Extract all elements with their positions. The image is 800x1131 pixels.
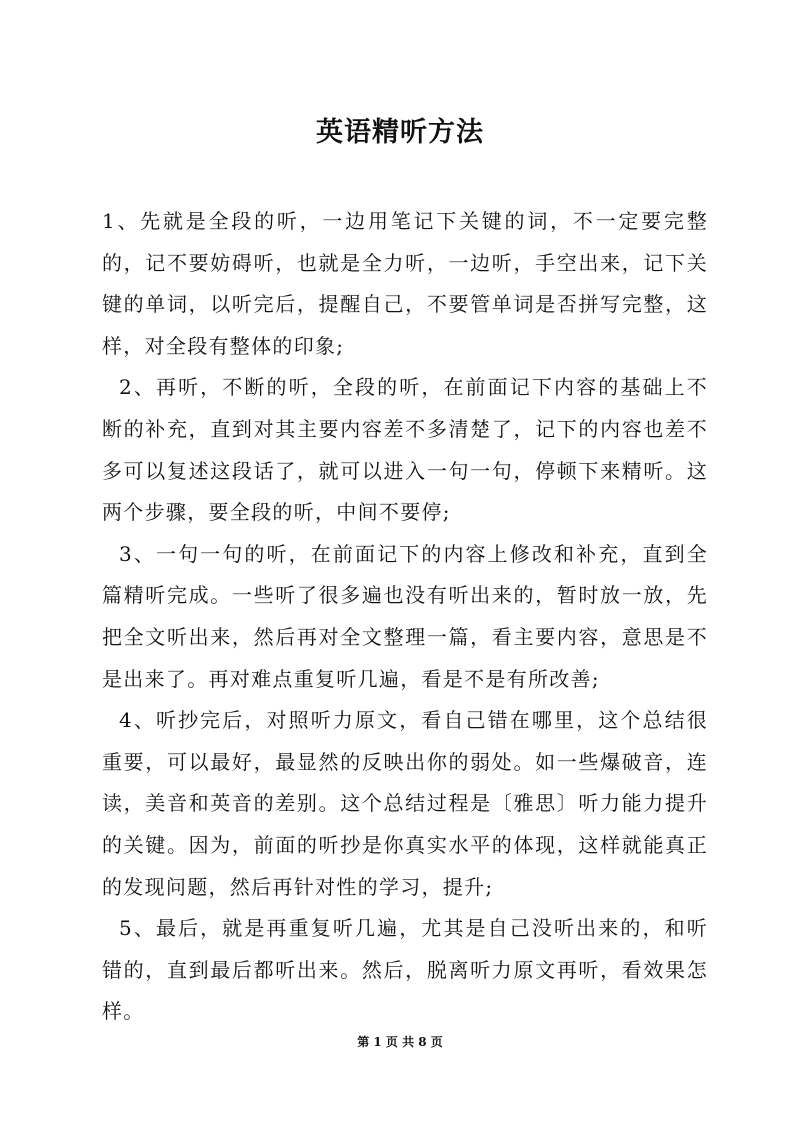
paragraph-1: 1、先就是全段的听，一边用笔记下关键的词，不一定要完整的，记不要妨碍听，也就是全力听，一边听，手空出来，记下关键的单词，以听完后，提醒自己，不要管单词是否拼写完整，这样，对全段有整体的印象;	[102, 209, 708, 358]
paragraph-3: 3、一句一句的听，在前面记下的内容上修改和补充，直到全篇精听完成。一些听了很多遍也没有听出来的，暂时放一放，先把全文听出来，然后再对全文整理一篇，看主要内容，意思是不是出来了。再对难点重复听几遍，看是不是有所改善;	[102, 541, 708, 691]
page-number-footer: 第 1 页 共 8 页	[357, 1035, 443, 1049]
paragraph-5: 5、最后，就是再重复听几遍，尤其是自己没听出来的，和听错的，直到最后都听出来。然后，脱离听力原文再听，看效果怎样。	[102, 916, 708, 1024]
document-body	[102, 201, 708, 1033]
document-title: 英语精听方法	[316, 117, 484, 148]
paragraph-2: 2、再听，不断的听，全段的听，在前面记下内容的基础上不断的补充，直到对其主要内容差不多清楚了，记下的内容也差不多可以复述这段话了，就可以进入一句一句，停顿下来精听。这两个步骤，要全段的听，中间不要停;	[102, 375, 708, 525]
paragraph-4: 4、听抄完后，对照听力原文，看自己错在哪里，这个总结很重要，可以最好，最显然的反映出你的弱处。如一些爆破音，连读，美音和英音的差别。这个总结过程是〔雅思〕听力能力提升的关键。因为，前面的听抄是你真实水平的体现，这样就能真正的发现问题，然后再针对性的学习，提升;	[102, 708, 708, 899]
